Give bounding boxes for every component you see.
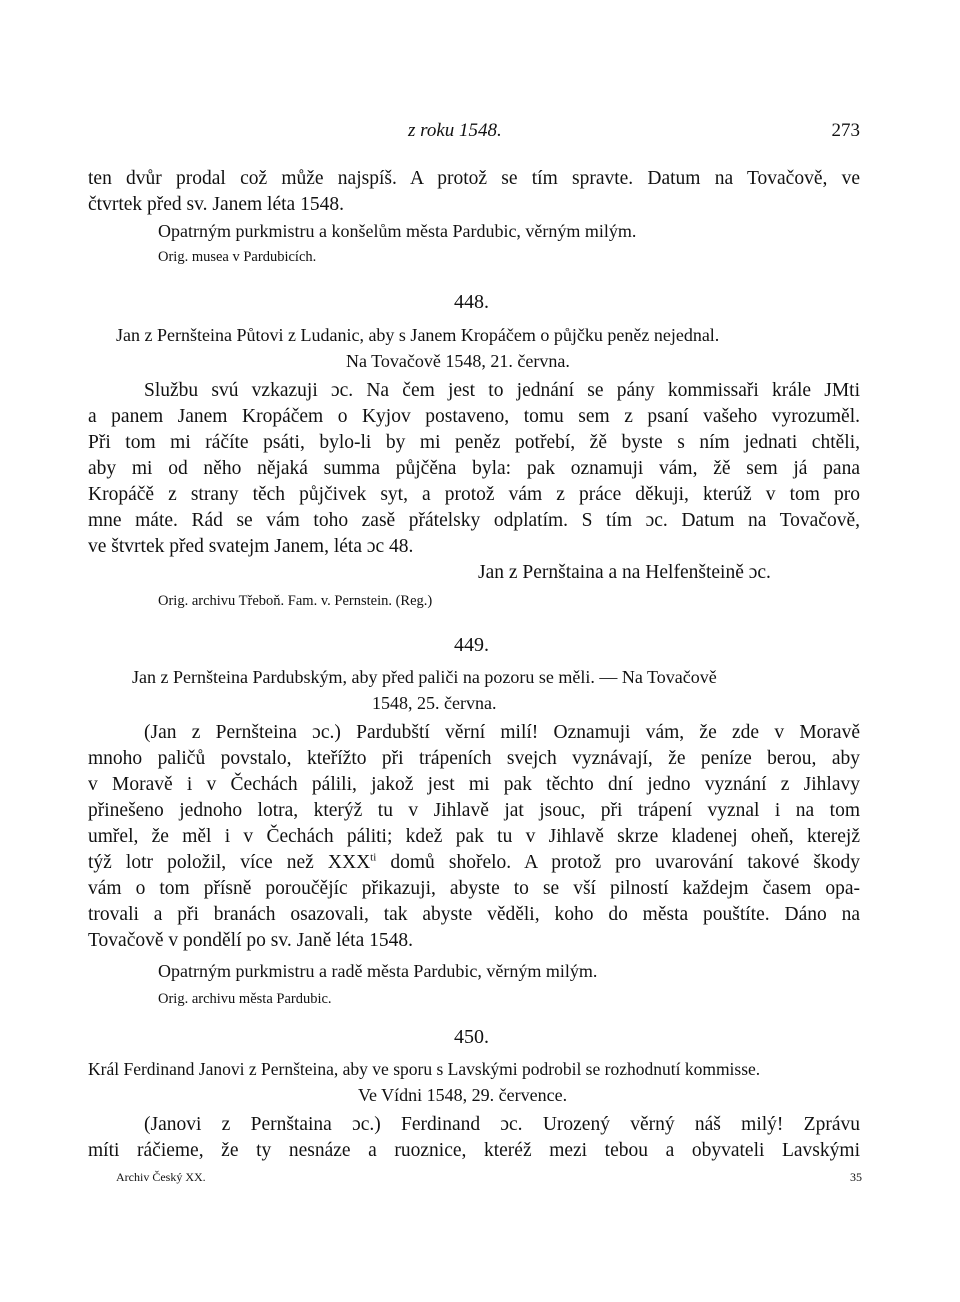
text-fragment: týž lotr položil, více než XXX [88,852,371,873]
sheet-number: 35 [850,1170,862,1184]
running-title: z roku 1548. [408,120,502,141]
document-summary: Jan z Pernšteina Půtovi z Ludanic, aby s Janem Kropáčem o půjčku peněz nejednal. [116,325,720,345]
running-head [88,120,860,144]
text-line [88,850,860,876]
text-line: Kropáčě z strany těch půjčivek syt, a protož vám z práce děkuji, kterúž v tom pro [88,484,860,505]
text-line: umřel, že měl i v Čechách páliti; kdež pak tu v Jihlavě skrze kladenej oheň, kterejž [88,826,860,847]
page-number: 273 [831,120,860,141]
text-line: čtvrtek před sv. Janem léta 1548. [88,194,344,215]
text-line: trovali a při branách osazovali, tak abyste věděli, koho do města pouštíte. Dáno na [88,904,860,925]
text-line: a panem Janem Kropáčem o Kyjov postaveno, tomu sem z psaní vašeho vyrozuměl. [88,406,860,427]
source-note: Orig. musea v Pardubicích. [158,249,317,265]
document-number: 448. [454,291,489,313]
text-line: Tovačově v pondělí po sv. Janě léta 1548. [88,930,413,951]
text-line: vám o tom přísně poroučějíc přikazuji, abyste to se vší pilností každejm časem opa- [88,878,860,899]
text-line: v Moravě i v Čechách pálili, jakož jest mi pak těchto dní jedno vyznání z Jihlavy [88,774,860,795]
text-line: mne máte. Rád se vám toho zasě přátelsky odplatím. S tím ɔc. Datum na Tovačově, [88,510,860,531]
document-summary: Král Ferdinand Janovi z Pernšteina, aby ve sporu s Lavskými podrobil se rozhodnutí kommisse. [88,1059,761,1079]
document-date: Ve Vídni 1548, 29. července. [358,1085,568,1105]
document-number: 449. [454,634,489,656]
text-line: aby mi od něho nějaká summa půjčěna byla: pak oznamuji vám, žě sem já pana [88,458,860,479]
text-line: (Janovi z Pernštaina ɔc.) Ferdinand ɔc. Urozený věrný náš milý! Zprávu [144,1114,860,1135]
text-line: mnoho paličů povstalo, kteřížto při trápeních svejch vyznávají, že peníze berou, aby [88,748,860,769]
text-fragment: domů shořelo. A protož pro uvarování takové škody [376,852,860,873]
document-number: 450. [454,1026,489,1048]
text-line: přinešeno jednoho lotra, kterýž tu v Jihlavě jat jsouc, při trápení vyznal i na tom [88,800,860,821]
signature-mark: Archiv Český XX. [116,1170,206,1184]
page-footer [116,1170,862,1192]
text-line: míti ráčieme, že ty nesnáze a ruoznice, kteréž mezi tebou a obyvateli Lavskými [88,1140,860,1161]
document-date: 1548, 25. června. [372,693,497,713]
text-line: (Jan z Pernšteina ɔc.) Pardubští věrní milí! Oznamuji vám, že zde v Moravě [144,722,860,743]
signature: Jan z Pernštaina a na Helfenšteině ɔc. [478,562,771,583]
source-note: Orig. archivu Třeboň. Fam. v. Pernstein. (Reg.) [158,593,433,609]
page [88,0,860,1302]
text-line: ten dvůr prodal což může najspíš. A protož se tím spravte. Datum na Tovačově, ve [88,168,860,189]
text-line: Službu svú vzkazuji ɔc. Na čem jest to jednání se pány kommissaři krále JMti [144,380,860,401]
document-date: Na Tovačově 1548, 21. června. [346,351,570,371]
address-line: Opatrným purkmistru a radě města Pardubic, věrným milým. [158,961,598,981]
text-line: Při tom mi ráčíte psáti, bylo-li by mi peněz potřebí, žě byste s ním jednati chtěli, [88,432,860,453]
source-note: Orig. archivu města Pardubic. [158,991,332,1007]
document-summary: Jan z Pernšteina Pardubským, aby před paliči na pozoru se měli. — Na Tovačově [132,667,717,687]
text-line: ve štvrtek před svatejm Janem, léta ɔc 48. [88,536,414,557]
superscript: ti [370,851,377,864]
address-line: Opatrným purkmistru a konšelům města Pardubic, věrným milým. [158,221,637,241]
